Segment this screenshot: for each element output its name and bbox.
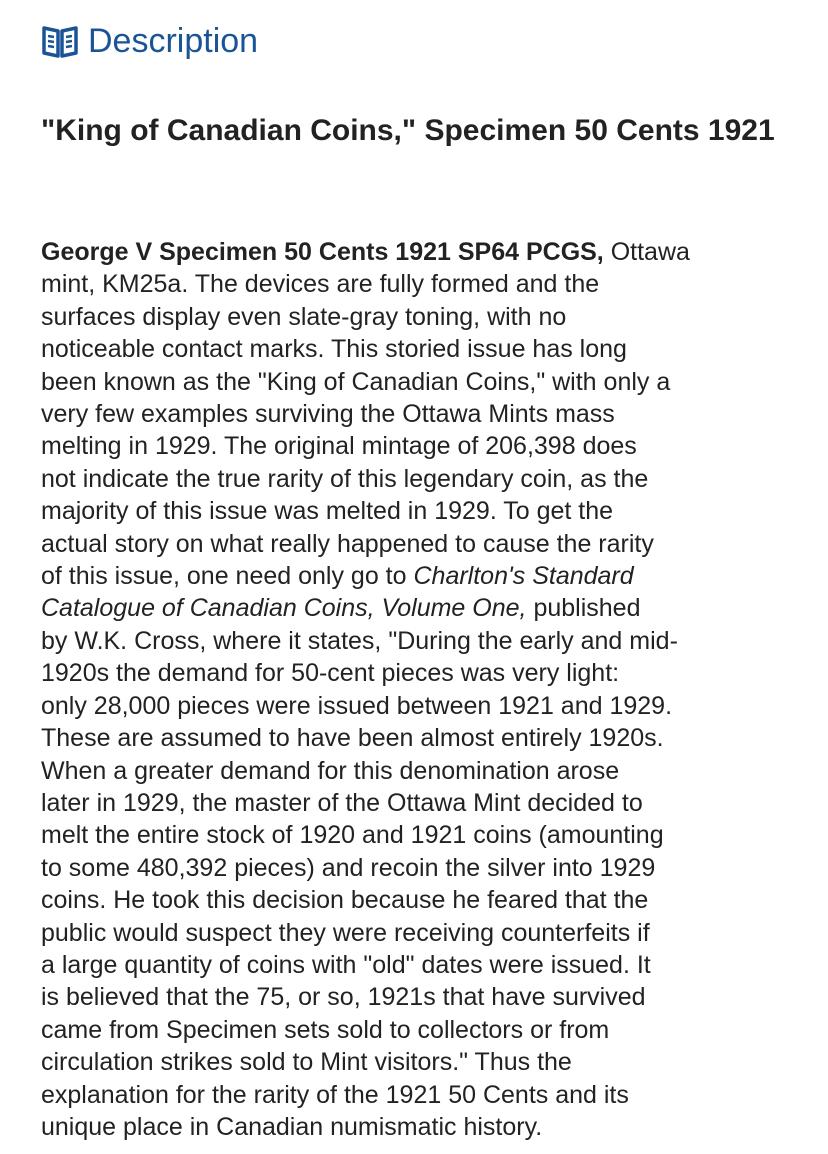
paragraph-line (41, 981, 821, 1013)
text-segment: 1920s the demand for 50-cent pieces was very light: (41, 659, 620, 688)
paragraph-line (41, 366, 821, 398)
text-segment: by W.K. Cross, where it states, "During the early and mid- (41, 626, 678, 655)
text-segment: melting in 1929. The original mintage of 206,398 does (41, 432, 637, 461)
paragraph-line (41, 690, 821, 722)
paragraph-line (41, 625, 821, 657)
text-segment: unique place in Canadian numismatic history. (41, 1112, 543, 1141)
paragraph-line (41, 722, 821, 754)
text-segment: These are assumed to have been almost entirely 1920s. (41, 724, 664, 753)
paragraph-line (41, 755, 821, 787)
text-segment: When a greater demand for this denomination arose (41, 756, 620, 785)
text-segment: to some 480,392 pieces) and recoin the silver into 1929 (41, 853, 656, 882)
text-segment: later in 1929, the master of the Ottawa Mint decided to (41, 788, 643, 817)
paragraph-line (41, 398, 821, 430)
paragraph-line (41, 1046, 821, 1078)
description-header (42, 22, 258, 61)
paragraph-line (41, 1014, 821, 1046)
paragraph-line (41, 657, 821, 689)
paragraph-line (41, 560, 821, 592)
paragraph-line (41, 592, 821, 624)
text-segment: a large quantity of coins with "old" dates were issued. It (41, 950, 651, 979)
text-segment: circulation strikes sold to Mint visitors." Thus the (41, 1048, 572, 1077)
paragraph-line (41, 495, 821, 527)
text-segment: Ottawa (603, 238, 690, 266)
text-segment: mint, KM25a. The devices are fully formed and the (41, 270, 600, 299)
text-segment: been known as the "King of Canadian Coins," with only a (41, 367, 671, 396)
paragraph-line (41, 819, 821, 851)
text-segment: public would suspect they were receiving counterfeits if (41, 918, 650, 947)
paragraph-line (41, 463, 821, 495)
paragraph-line (41, 884, 821, 916)
paragraph-line (41, 852, 821, 884)
paragraph-line (41, 1079, 821, 1111)
paragraph-line (41, 528, 821, 560)
text-segment: not indicate the true rarity of this legendary coin, as the (41, 464, 649, 493)
text-segment: melt the entire stock of 1920 and 1921 coins (amounting (41, 821, 664, 850)
paragraph-line (41, 236, 821, 268)
text-segment: came from Specimen sets sold to collectors or from (41, 1015, 610, 1044)
paragraph-line (41, 268, 821, 300)
book-title-text: Charlton's Standard (413, 562, 634, 591)
paragraph-line (41, 430, 821, 462)
lot-title: "King of Canadian Coins," Specimen 50 Cents 1921 (41, 114, 775, 147)
text-segment: explanation for the rarity of the 1921 50 Cents and its (41, 1080, 629, 1109)
text-segment: published (526, 594, 641, 623)
paragraph-line (41, 333, 821, 365)
text-segment: majority of this issue was melted in 1929. To get the (41, 497, 614, 526)
paragraph-line (41, 1111, 821, 1143)
paragraph-line (41, 787, 821, 819)
text-segment: noticeable contact marks. This storied issue has long (41, 335, 627, 364)
text-segment: actual story on what really happened to cause the rarity (41, 529, 654, 558)
book-title-text: Catalogue of Canadian Coins, Volume One, (41, 594, 527, 623)
lot-heading-text: George V Specimen 50 Cents 1921 SP64 PCGS, (41, 238, 604, 266)
description-paragraph (41, 236, 821, 1143)
paragraph-line (41, 917, 821, 949)
text-segment: only 28,000 pieces were issued between 1921 and 1929. (41, 691, 673, 720)
section-title: Description (88, 22, 259, 60)
text-segment: very few examples surviving the Ottawa Mints mass (41, 400, 615, 429)
paragraph-line (41, 301, 821, 333)
text-segment: of this issue, one need only go to (41, 562, 414, 591)
paragraph-line (41, 949, 821, 981)
text-segment: is believed that the 75, or so, 1921s that have survived (41, 983, 646, 1012)
open-book-icon (42, 25, 78, 59)
text-segment: surfaces display even slate-gray toning, with no (41, 302, 567, 331)
text-segment: coins. He took this decision because he feared that the (41, 886, 649, 915)
